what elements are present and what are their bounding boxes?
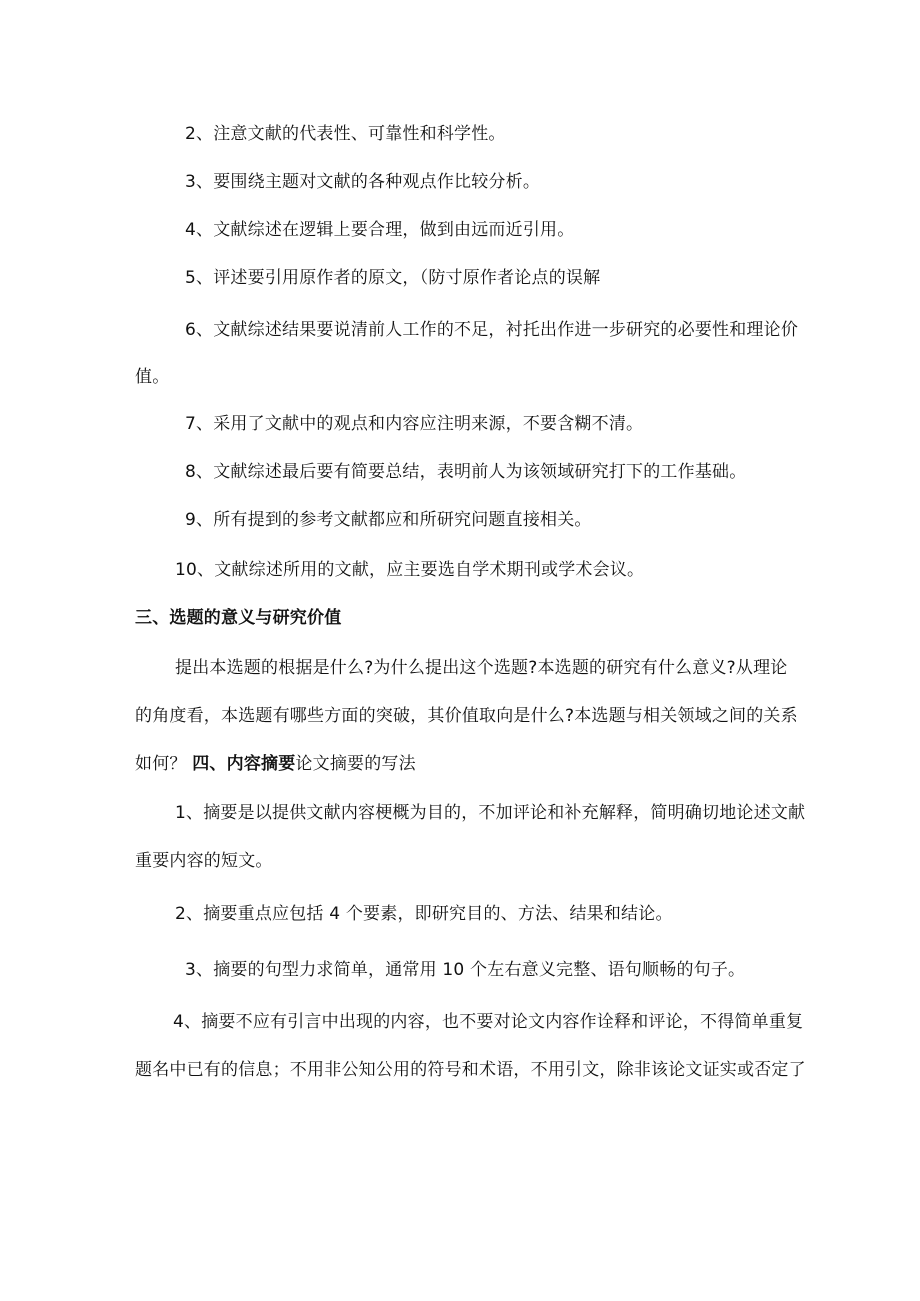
- list-item-3: 3、要围绕主题对文献的各种观点作比较分析。: [185, 172, 541, 192]
- list-item-9: 9、所有提到的参考文献都应和所研究问题直接相关。: [185, 510, 592, 530]
- list-item-2: 2、注意文献的代表性、可靠性和科学性。: [185, 124, 506, 144]
- abstract-item-4-continued: 题名中已有的信息；不用非公知公用的符号和术语，不用引文，除非该论文证实或否定了: [135, 1060, 806, 1080]
- section-4-heading: 四、内容摘要: [192, 754, 296, 774]
- section-3-paragraph-line-2: 的角度看，本选题有哪些方面的突破，其价值取向是什么?本选题与相关领域之间的关系: [135, 706, 798, 726]
- abstract-item-1: 1、摘要是以提供文献内容梗概为目的，不加评论和补充解释，简明确切地论述文献: [175, 803, 806, 823]
- list-item-5: 5、评述要引用原作者的原文，（防寸原作者论点的误解: [185, 268, 601, 288]
- abstract-item-2: 2、摘要重点应包括 4 个要素，即研究目的、方法、结果和结论。: [175, 904, 673, 924]
- list-item-6-continued: 值。: [135, 367, 170, 387]
- list-item-10: 10、文献综述所用的文献，应主要选自学术期刊或学术会议。: [175, 560, 645, 580]
- abstract-item-4: 4、摘要不应有引言中出现的内容，也不要对论文内容作诠释和评论，不得简单重复: [173, 1012, 804, 1032]
- mixed-line: [135, 752, 416, 776]
- list-item-8: 8、文献综述最后要有简要总结，表明前人为该领域研究打下的工作基础。: [185, 462, 747, 482]
- abstract-item-1-continued: 重要内容的短文。: [135, 851, 273, 871]
- section-3-paragraph-line-3: 如何？: [135, 754, 187, 774]
- list-item-7: 7、采用了文献中的观点和内容应注明来源，不要含糊不清。: [185, 414, 644, 434]
- section-3-paragraph-line-1: 提出本选题的根据是什么?为什么提出这个选题?本选题的研究有什么意义?从理论: [175, 658, 788, 678]
- list-item-4: 4、文献综述在逻辑上要合理，做到由远而近引用。: [185, 220, 575, 240]
- section-3-heading: 三、选题的意义与研究价值: [135, 608, 342, 628]
- abstract-item-3: 3、摘要的句型力求简单，通常用 10 个左右意义完整、语句顺畅的句子。: [185, 960, 746, 980]
- section-4-subtitle: 论文摘要的写法: [295, 754, 416, 774]
- list-item-6: 6、文献综述结果要说清前人工作的不足，衬托出作进一步研究的必要性和理论价: [185, 320, 799, 340]
